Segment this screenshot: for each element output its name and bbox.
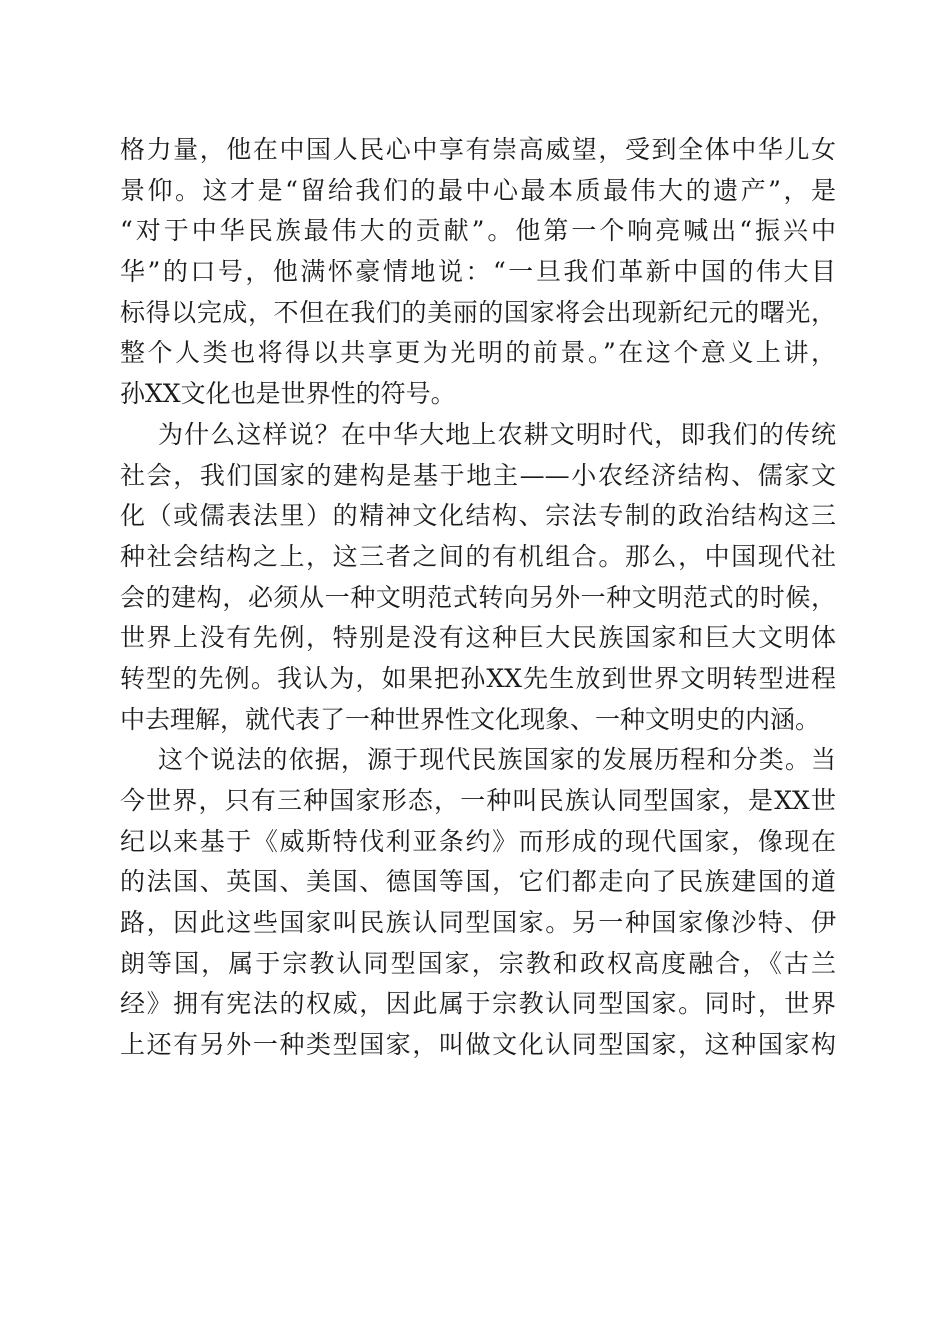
text-line: 这个说法的依据，源于现代民族国家的发展历程和分类。当 [158,745,836,775]
text-line: 纪以来基于《威斯特伐利亚条约》而形成的现代国家，像现在 [120,826,836,856]
text-line: 化（或儒表法里）的精神文化结构、宗法专制的政治结构这三 [120,501,836,531]
text-line: “对于中华民族最伟大的贡献”。他第一个响亮喊出“振兴中 [120,216,836,246]
text-line: 整个人类也将得以共享更为光明的前景。”在这个意义上讲， [120,338,836,368]
text-line: 今世界，只有三种国家形态，一种叫民族认同型国家，是XX世 [120,786,836,815]
text-line: 华”的口号，他满怀豪情地说：“一旦我们革新中国的伟大目 [120,257,836,287]
text-line: 世界上没有先例，特别是没有这种巨大民族国家和巨大文明体 [120,623,836,653]
text-line: 路，因此这些国家叫民族认同型国家。另一种国家像沙特、伊 [120,908,836,938]
text-line: 为什么这样说？在中华大地上农耕文明时代，即我们的传统 [158,419,836,449]
text-line: 中去理解，就代表了一种世界性文化现象、一种文明史的内涵。 [120,704,821,734]
text-line: 转型的先例。我认为，如果把孙XX先生放到世界文明转型进程 [120,663,836,693]
text-line: 会的建构，必须从一种文明范式转向另外一种文明范式的时候， [120,582,836,612]
text-line: 格力量，他在中国人民心中享有崇高威望，受到全体中华儿女 [120,135,836,164]
text-line: 种社会结构之上，这三者之间的有机组合。那么，中国现代社 [120,541,836,571]
text-line: 的法国、英国、美国、德国等国，它们都走向了民族建国的道 [120,867,836,897]
text-line: 标得以完成，不但在我们的美丽的国家将会出现新纪元的曙光， [120,297,836,327]
text-line: 孙XX文化也是世界性的符号。 [120,379,456,409]
text-line: 朗等国，属于宗教认同型国家，宗教和政权高度融合，《古兰 [120,948,836,978]
text-line: 社会，我们国家的建构是基于地主——小农经济结构、儒家文 [120,460,836,490]
text-line: 经》拥有宪法的权威，因此属于宗教认同型国家。同时，世界 [120,989,836,1019]
body-text [120,130,836,1066]
text-line: 景仰。这才是“留给我们的最中心最本质最伟大的遗产”，是 [120,175,836,205]
text-line: 上还有另外一种类型国家，叫做文化认同型国家，这种国家构 [120,1030,836,1060]
